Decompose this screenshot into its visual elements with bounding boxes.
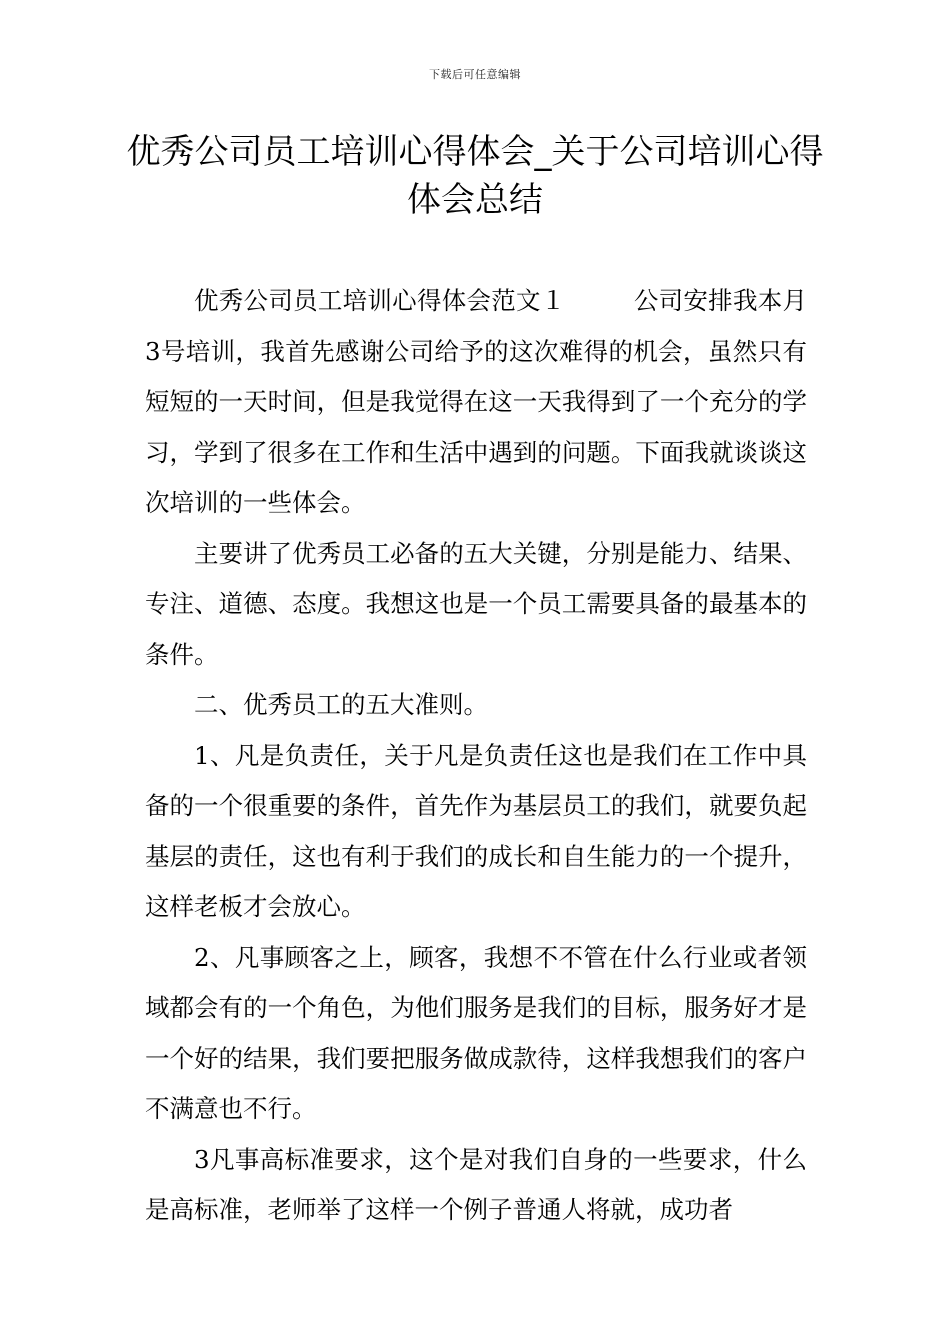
paragraph: 1、凡是负责任，关于凡是负责任这也是我们在工作中具备的一个很重要的条件，首先作为基层员工的我们，就要负起基层的责任，这也有利于我们的成长和自生能力的一个提升，这样老板才会放心。 — [145, 740, 807, 921]
header-note: 下载后可任意编辑 — [429, 68, 521, 81]
paragraph — [145, 276, 807, 529]
paragraph: 主要讲了优秀员工必备的五大关键，分别是能力、结果、专注、道德、态度。我想这也是一个员工需要具备的最基本的条件。 — [145, 538, 807, 669]
document-title: 优秀公司员工培训心得体会_关于公司培训心得体会总结 — [126, 132, 824, 220]
paragraph: 3凡事高标准要求，这个是对我们自身的一些要求，什么是高标准，老师举了这样一个例子普通人将就，成功者 — [145, 1144, 807, 1224]
paragraph-heading: 优秀公司员工培训心得体会范文１ — [194, 286, 566, 315]
paragraph: 2、凡事顾客之上，顾客，我想不不管在什么行业或者领域都会有的一个角色，为他们服务是我们的目标，服务好才是一个好的结果，我们要把服务做成款待，这样我想我们的客户不满意也不行。 — [145, 942, 807, 1123]
paragraph: 二、优秀员工的五大准则。 — [194, 690, 488, 719]
paragraph-text: 公司安排我本月3号培训，我首先感谢公司给予的这次难得的机会，虽然只有短短的一天时间，但是我觉得在这一天我得到了一个充分的学习，学到了很多在工作和生活中遇到的问题。下面我就谈谈这次培训的一些体会。 — [145, 286, 808, 517]
document-body — [145, 276, 807, 1236]
